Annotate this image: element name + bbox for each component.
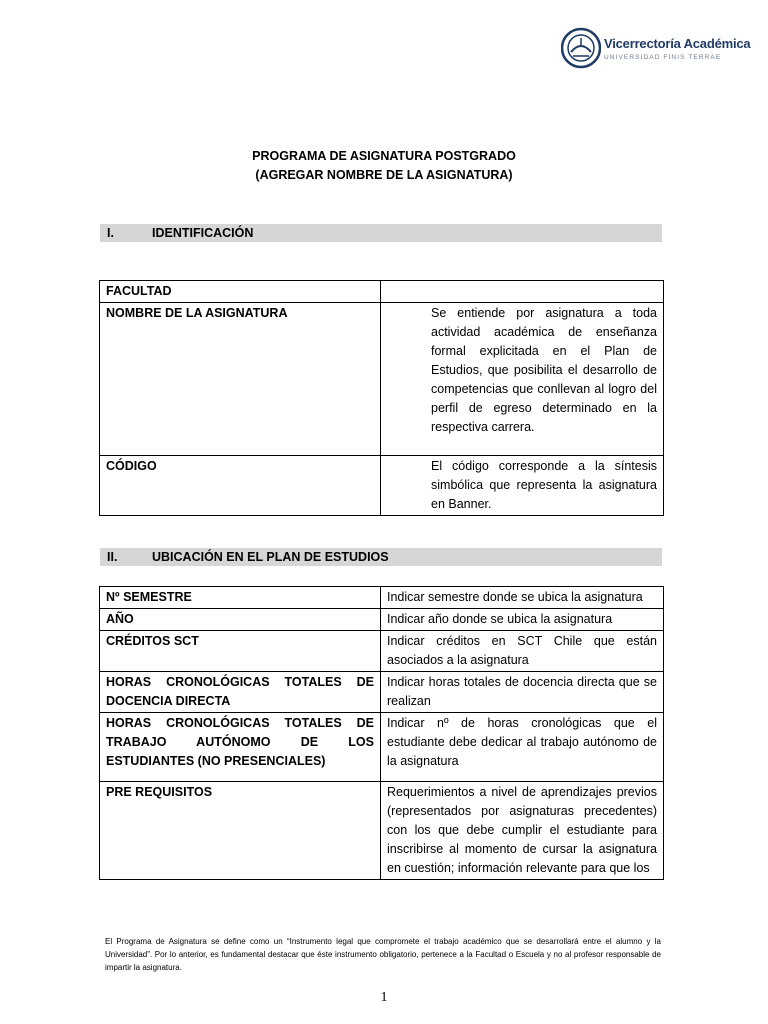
row-value: Requerimientos a nivel de aprendizajes previos (representados por asignaturas precedentes) con los que debe cumplir el estudiante para inscribirse al momento de cursar la asignatura en cuestión; información relevante para que los (381, 782, 664, 880)
section-heading-ubicacion (100, 548, 662, 566)
row-key: CRÉDITOS SCT (100, 631, 381, 672)
section-number: I. (107, 226, 114, 240)
table-row (100, 782, 664, 880)
table-row (100, 303, 664, 456)
page-number: 1 (380, 990, 388, 1005)
row-value: Indicar semestre donde se ubica la asignatura (381, 587, 664, 609)
study-plan-table (99, 586, 664, 880)
row-key: FACULTAD (100, 281, 381, 303)
table-row (100, 587, 664, 609)
row-key: HORAS CRONOLÓGICAS TOTALES DE DOCENCIA DIRECTA (100, 672, 381, 713)
document-subtitle: (AGREGAR NOMBRE DE LA ASIGNATURA) (255, 168, 513, 182)
table-row (100, 713, 664, 782)
logo-subtitle: UNIVERSIDAD FINIS TERRAE (604, 54, 722, 61)
row-key: CÓDIGO (100, 456, 381, 516)
document-title: PROGRAMA DE ASIGNATURA POSTGRADO (252, 149, 516, 163)
row-value: El código corresponde a la síntesis simbólica que representa la asignatura en Banner. (381, 456, 664, 516)
university-logo (561, 26, 751, 72)
row-key: NOMBRE DE LA ASIGNATURA (100, 303, 381, 456)
row-value (381, 281, 664, 303)
logo-title: Vicerrectoría Académica (604, 36, 751, 51)
row-key: HORAS CRONOLÓGICAS TOTALES DE TRABAJO AUTÓNOMO DE LOS ESTUDIANTES (NO PRESENCIALES) (100, 713, 381, 782)
row-value: Se entiende por asignatura a toda actividad académica de enseñanza formal explicitada en el Plan de Estudios, que posibilita el desarrollo de competencias que conllevan al logro del perfil de egreso determinado en la respectiva carrera. (381, 303, 664, 456)
section-heading-identificacion (100, 224, 662, 242)
row-value: Indicar horas totales de docencia directa que se realizan (381, 672, 664, 713)
table-row (100, 631, 664, 672)
footnote: El Programa de Asignatura se define como un “Instrumento legal que compromete el trabajo académico que se desarrollará entre el alumno y la Universidad”. Por lo anterior, es fundamental destacar que éste instrumento obligatorio, pertenece a la Facultad o Escuela y no al profesor responsable de impartir la asignatura. (105, 937, 661, 972)
table-row (100, 609, 664, 631)
table-row (100, 672, 664, 713)
identification-table (99, 280, 664, 516)
row-value: Indicar créditos en SCT Chile que están asociados a la asignatura (381, 631, 664, 672)
row-value: Indicar año donde se ubica la asignatura (381, 609, 664, 631)
section-label: IDENTIFICACIÓN (152, 226, 254, 240)
crest-icon (561, 26, 601, 70)
row-value: Indicar nº de horas cronológicas que el estudiante debe dedicar al trabajo autónomo de la asignatura (381, 713, 664, 782)
section-label: UBICACIÓN EN EL PLAN DE ESTUDIOS (152, 550, 389, 564)
row-key: AÑO (100, 609, 381, 631)
table-row (100, 281, 664, 303)
table-row (100, 456, 664, 516)
row-key: PRE REQUISITOS (100, 782, 381, 880)
row-key: Nº SEMESTRE (100, 587, 381, 609)
section-number: II. (107, 550, 118, 564)
